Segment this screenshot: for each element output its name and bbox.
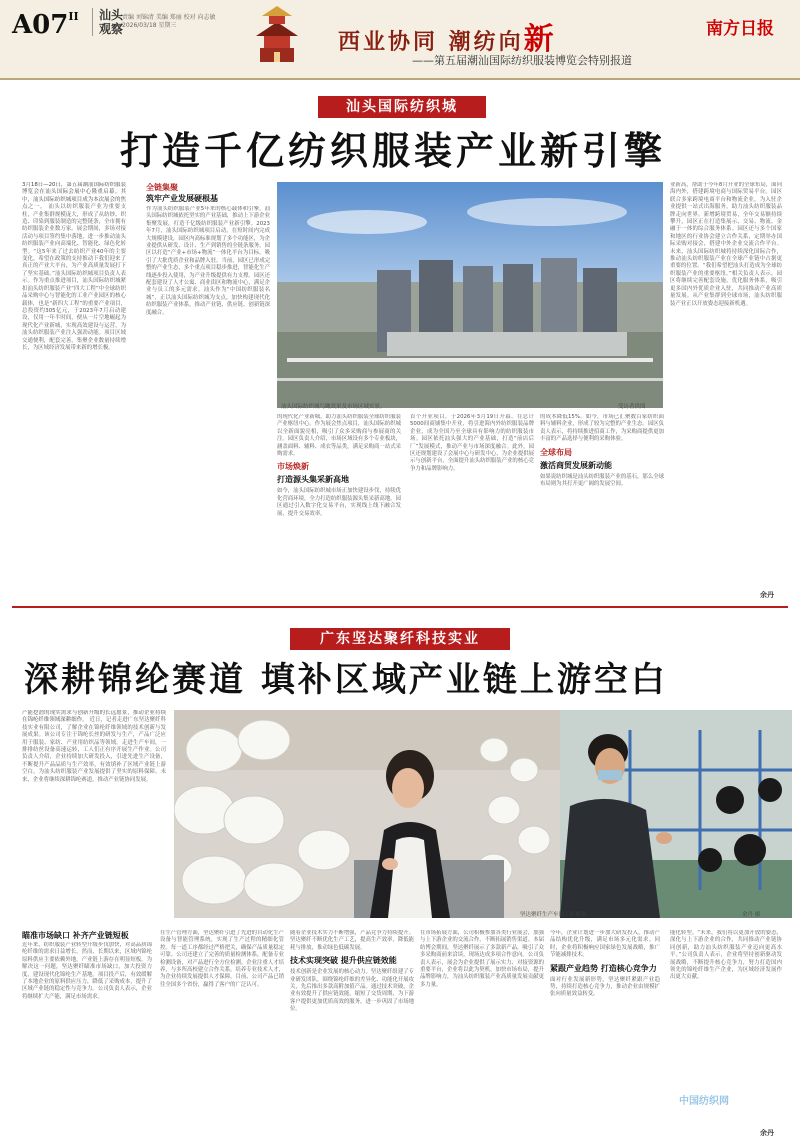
story1-column-2: 作为汕头纺织服装产业5年来的核心载体和引擎，汕头国际纺织城依托坚实的产业基础，推动上下游企业集聚发展，打造千亿级纺织服装产业新引擎。2023年7月，汕头国际纺织城项目启动，在短时间内完成大规模建设，园区内高标准规划了多个功能区，为企业提供从研发、设计、生产到销售的全链条服务。园区以打造“产业+市场+物流”一体化平台为目标，吸引了大批优质企业和品牌入驻。当前，园区已形成完整的产业生态，多个重点项目稳步推进，智能化生产线逐步投入使用，为产业升级提供有力支撑。园区还配套建设了人才公寓、商业街区和物流中心，满足企业与员工的多元需求。汕头作为“中国纺织服装名城”，正以汕头国际纺织城为支点，加快构建现代化纺织服装产业体系，推动产业链、供应链、创新链深度融合。 <box>146 206 270 316</box>
story1-lead: 3月18日—20日，第五届潮汕国际纺织服装博览会在汕头国际会展中心隆重启幕。其中，汕头国际纺织城项目成为本次展会的焦点之一。 <box>22 182 126 211</box>
story1-column-6: 业新高，帮助于今年8月开业的全球布局，面向海内外，搭建跨境电商与国际贸易平台。园区联合多家跨境电商平台和物流企业，为入驻企业提供一站式出海服务，助力汕头纺织服装品牌走向世界。新增跨境贸易，全年交易额持续攀升，园区正在打造集展示、交易、物流、金融于一体的综合服务体系。园区还与多个国家和地区的行业协会建立合作关系，定期举办国际采购对接会，搭建中外企业交流合作平台。未来，汕头国际纺织城将持续深化国际合作，推动汕头纺织服装产业在全球产业链中占据更重要的位置。“我们希望把汕头打造成为全球纺织服装产业的重要枢纽。”相关负责人表示，园区将继续完善配套设施，优化服务体系，吸引更多国内外优质企业入驻，共同推动产业高质量发展。从产业集群到全球市场，汕头纺织服装产业正以开放姿态迎接新机遇。 <box>670 182 782 307</box>
story2-factory-worker-photo <box>174 710 560 918</box>
story2-byline: 余丹 <box>760 1129 774 1137</box>
story2-factory-technician-photo <box>560 710 792 918</box>
story1-photo-caption: 汕头国际纺织城鸟瞰效果及市场区域实景。 <box>281 404 386 410</box>
story1-photo-credit: 受访者供图 <box>618 404 646 410</box>
story1-aerial-photo <box>277 182 663 408</box>
section-divider <box>12 606 788 608</box>
story2-column-4: 随着企业技术实力不断增强，产品竞争力持续提升。坚达聚纤不断优化生产工艺，提高生产效率，降低能耗与排放，推动绿色低碳发展。 技术实现突破 提升供应链效能 技术创新是企业发展的核心动力。坚达聚纤组建了专业研发团队，围绕锦纶纤维的差异化、功能化开展攻关，先后推出多款高附加值产品。通过技术突破，企业有效提升了供应链效能，缩短了交货周期，为下游客户提供更加优质高效的服务，进一步巩固了市场地位。 <box>290 930 414 1013</box>
story2-column-3: 在生产管理方面，坚达聚纤引进了先进的自动化生产设备与智能管理系统，实现了生产过程的精细化管控。每一道工序都经过严格把关，确保产品质量稳定可靠。公司还建立了完善的质量检测体系，配备专业检测设备，对产品进行全方位检测。企业注重人才培养，与多所高校建立合作关系，培养专业技术人才，为企业持续发展提供人才保障。目前，公司产品已销往全国多个省份，赢得了客户的广泛认可。 <box>160 930 284 988</box>
story2-lead: 产能挖潜的现实需求与创新升级的长远愿景，推动企业持续在锦纶纤维领域深耕细作。 <box>22 710 166 724</box>
story2-column-1: 产能挖潜的现实需求与创新升级的长远愿景，推动企业持续在锦纶纤维领域深耕细作。 近日，记者走进广东坚达聚纤科技实业有限公司，了解企业在锦纶纤维领域的技术创新与发展成果。该公司专注于锦纶长丝的研发与生产，产品广泛应用于服装、家纺、产业用纺织品等领域。走进生产车间，一排排纺丝设备高速运转，工人们正有序开展生产作业。公司负责人介绍，企业持续加大研发投入，引进先进生产设备，不断提升产品品质与生产效率，有效填补了区域产业链上游空白，为汕头纺织服装产业发展提供了坚实的原料保障。未来，企业将继续深耕锦纶赛道，推动产业链协同发展。 <box>22 710 166 783</box>
story1-column-1: 3月18日—20日，第五届潮汕国际纺织服装博览会在汕头国际会展中心隆重启幕。其中，汕头国际纺织城项目成为本次展会的焦点之一。 汕头以纺织服装产业为重要支柱，产业集群规模庞大，形成了从纺纱、织造、印染到服装制造的完整链条，全市拥有纺织服装企业数万家。展会期间，多场对接活动与项目签约集中落地，进一步推动汕头纺织服装产业向高端化、智能化、绿色化转型。“这5年来了过去纺织产业40年的主要变化，希望在政策的支持推动下我们迎来了真正的产业大平台，为产业高质量发展打下了坚实基础。”汕头国际纺织城项目负责人表示。作为重点推进项目，汕头国际纺织城紧扣汕头纺织服装产业“四大工程”中全球纺织品采购中心与智能化的工业产业园区的核心载体，也是“新四大工程”的重要产业项目，总投资约305亿元，于2023年7月启动建设，仅用一年半时间，便从一片空地崛起为现代化产业新城，实现高效建设与运营，为汕头纺织服装产业注入强劲动能。项目区域交通便利，配套完善，集聚企业数量持续增长，为区域经济发展带来新的增长极。 <box>22 182 126 351</box>
story2-photo-caption: 坚达聚纤生产车间工作场景。 <box>520 912 592 918</box>
pagoda-illustration-icon <box>254 4 300 64</box>
newspaper-logo: 南方日报 <box>706 19 774 39</box>
story2-photo-credit: 余丹 摄 <box>742 912 761 918</box>
story1-byline: 余丹 <box>760 591 774 599</box>
special-report-title: 西业协同 潮纺向新 <box>338 22 557 57</box>
story2-sub3-title: 紧跟产业趋势 打造核心竞争力 <box>550 963 657 973</box>
story1-column-5: 的成本降低15%。如今，市场已汇聚数百家纺织面料与辅料企业，形成了较为完整的产业生态。园区负责人表示，将持续推进招商工作，为采购商提供更加丰富的产品选择与便利的采购体验。 全球布局 激活商贸发展新动能 如果说纺织城是汕头纺织服装产业的基石，那么全球布局则为其打开更广阔的发展空间。 <box>540 414 664 488</box>
masthead <box>0 0 800 80</box>
issue-date: 2026/03/18 星期三 <box>122 22 177 29</box>
story2-sub2-title: 技术实现突破 提升供应链效能 <box>290 956 397 966</box>
story2-kicker: 广东坚达聚纤科技实业 <box>290 628 510 650</box>
page-meta <box>122 14 216 30</box>
story2-headline: 深耕锦纶赛道 填补区域产业链上游空白 <box>24 660 668 700</box>
story1-column-3: 的现代化产业新城，助力汕头纺织服装全球纺织服装产业枢纽中心。作为展会焦点项目，汕头国际纺织城以全新面貌亮相，吸引了众多采购商与参展商的关注。园区负责人介绍，市场区域设有多个专业板块，涵盖面料、辅料、成衣等品类，满足采购商一站式采购需求。 市场焕新 打造源头集采新高地 如今，汕头国际纺织城市场正加快建设步伐，持续优化营商环境，全力打造纺织服装源头集采新高地。园区通过引入数字化交易平台，实现线上线下融合发展，提升交易效率。 <box>277 414 401 517</box>
story2-sub1-title: 瞄准市场缺口 补齐产业链短板 <box>22 931 129 940</box>
staff-credits: 责编 刘锦清 美编 郑丽 校对 向志敏 <box>122 14 216 21</box>
story1-kicker: 汕头国际纺织城 <box>318 96 486 118</box>
section-label: 汕头 观察 <box>92 8 123 36</box>
story2-column-6: 今年，企业计划进一步加大研发投入，推动产品结构优化升级，满足市场多元化需求。同时，企业将积极响应国家绿色发展战略，推广节能减排技术。 紧跟产业趋势 打造核心竞争力 面对行业发展新形势，坚达聚纤紧跟产业趋势，持续打造核心竞争力，推动企业由规模扩张向质量效益转变。 <box>550 930 660 998</box>
special-report-subtitle: ——第五届潮汕国际纺织服装博览会特别报道 <box>412 54 632 67</box>
story1-column-4: 首个开业项目，于2026年3月19日开幕。在总计5000间商铺集中开业，将引进海内外纺织服装品牌企业，成为全国乃至全球具有影响力的纺织服装市场。园区依托汕头强大的产业基础，打造“前店后厂”发展模式，推动产业与市场深度融合。此外，园区还规划建设了会展中心与研发中心，为企业提供展示与创新平台，全面提升汕头纺织服装产业的核心竞争力和品牌影响力。 <box>410 414 534 472</box>
page-number: $A07^{II}$ <box>12 10 79 40</box>
watermark-text: 中国纺织网 <box>679 1096 729 1107</box>
story2-column-7: 能化转型。“未来，我们将以更加开放的姿态，深化与上下游企业的合作，共同推动产业链协同创新，助力汕头纺织服装产业迈向更高水平。”公司负责人表示，企业将坚持创新驱动发展战略，不断提升核心竞争力，努力打造国内领先的锦纶纤维生产企业，为区域经济发展作出更大贡献。 <box>670 930 782 981</box>
edition-mark: II <box>68 10 79 23</box>
story1-headline: 打造千亿纺织服装产业新引擎 <box>120 128 667 173</box>
banner-highlight: 新 <box>523 22 557 57</box>
watermark-logo-icon <box>664 1096 744 1130</box>
story2-column-5: 在市场拓展方面，公司积极参加各类行业展会，加强与上下游企业的交流合作，不断拓展销售渠道。本届纺博会期间，坚达聚纤展示了多款新产品，吸引了众多采购商前来洽谈，现场达成多项合作意向。公司负责人表示，展会为企业提供了展示实力、对接资源的重要平台，企业将以此为契机，加快市场布局，提升品牌影响力，为汕头纺织服装产业高质量发展贡献更多力量。 <box>420 930 544 988</box>
story1-sub1-title: 筑牢产业发展硬根基 <box>146 194 218 203</box>
story1-sub2-title: 打造源头集采新高地 <box>277 475 349 485</box>
story1-sub3-title: 激活商贸发展新动能 <box>540 460 612 470</box>
story1-sub3-tag: 全球布局 <box>540 447 572 457</box>
story1-sub1-tag: 全链集聚 <box>146 183 178 192</box>
story1-sub2-tag: 市场焕新 <box>277 462 309 472</box>
story2-column-2: 近年来，纺织服装产业转型升级步伐加快，对高品质锦纶纤维的需求日益增长。然而，长期以来，区域内锦纶原料供应主要依赖外地，产业链上游存在明显短板。为解决这一问题，坚达聚纤瞄准市场缺口，加大投资力度，建设现代化锦纶生产基地。项目投产后，有效缓解了本地企业的原料供应压力，降低了采购成本，提升了区域产业链的稳定性与竞争力。公司负责人表示，企业将继续扩大产能，满足市场需求。 <box>22 942 152 1000</box>
